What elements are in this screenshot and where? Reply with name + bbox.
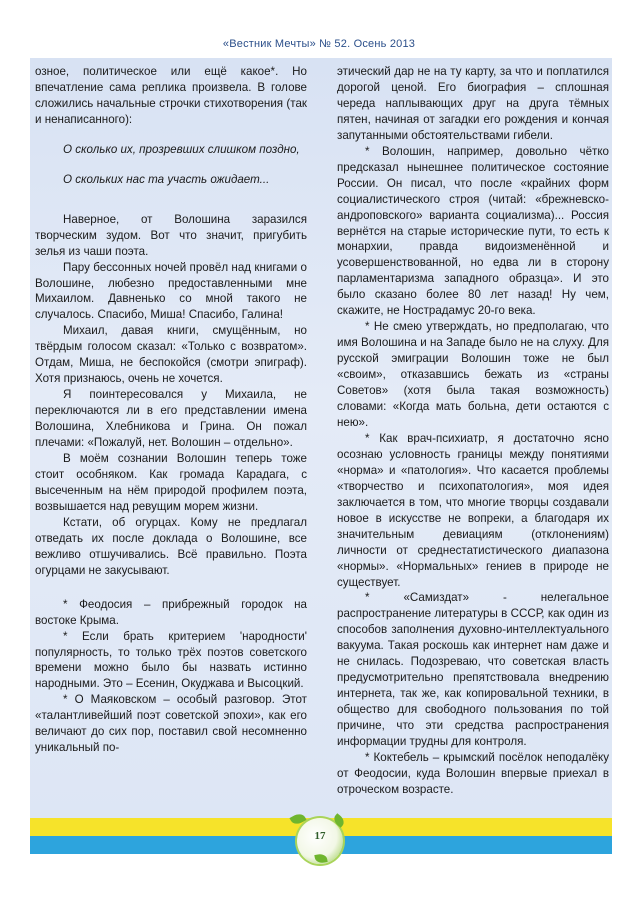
footnote: * Как врач-психиатр, я достаточно ясно осознаю условность границы между понятиями «норма» и «патология». Что касается проблемы «творчество и психопатология», моя идея заключается в том, что многие творцы создавали новое в искусстве не вопреки, а благодаря их значительным девиациям (отклонениям) личности от среднестатистического диапазона «нормы». «Нормальных» гениев в природе не существует. (337, 431, 609, 589)
spacer (35, 128, 307, 142)
footnote: * «Самиздат» - нелегальное распространение литературы в СССР, как один из способов заполнения духовно-интеллектуального вакуума. Такая роскошь как интернет нам даже и не снилась. Подозреваю, что советская власть предусмотрительно препятствовала внедрению интернета, так же, как копировальной техники, в общество для свободного пользования по той причине, что эти средства распространения информации трудны для контроля. (337, 591, 609, 749)
spacer (35, 188, 307, 212)
left-column (35, 64, 307, 756)
paragraph: Михаил, давая книги, смущённым, но твёрдым голосом сказал: «Только с возвратом». Отдам, Миша, не беспокойся (смотри эпиграф). Хотя признаюсь, очень не хочется. (35, 324, 307, 386)
paragraph: озное, политическое или ещё какое*. Но впечатление сама реплика произвела. В голове сложились начальные строчки стихотворения (так и ненаписанного): (35, 65, 307, 126)
footnote: * Если брать критерием 'народности' популярность, то только трёх поэтов советского времени можно было бы назвать истинно народными. Это – Есенин, Окуджава и Высоцкий. (35, 629, 307, 691)
paragraph: Наверное, от Волошина заразился творческим зудом. Вот что значит, пригубить зелья из чаши поэта. (35, 212, 307, 258)
page-number: 17 (314, 830, 326, 842)
footnote: * Волошин, например, довольно чётко предсказал нынешнее политическое состояние России. Он писал, что после «крайних форм социалистического строя (читай: «брежневско-андроповского» варианта социализма)... Россия вернётся на старые исторические пути, то есть к монархии, правда видоизменённой и усовершенствованной, но едва ли в сторону парламентаризма западного образца». И это было сказано более 80 лет назад! Ну чем, скажите, не Нострадамус 20-го века. (337, 144, 609, 318)
spacer (35, 158, 307, 172)
right-column (337, 64, 609, 798)
footnote: * Не смею утверждать, но предполагаю, что имя Волошина и на Западе было не на слуху. Для русской эмиграции Волошин тоже не был «своим», отказавшись бежать из «страны Советов» (хотя была такая возможность) словами: «Когда мать больна, дети остаются с нею». (337, 320, 609, 429)
paragraph: Я поинтересовался у Михаила, не переключаются ли в его представлении имена Волошина, Хлебникова и Грина. Он пожал плечами: «Пожалуй, нет. Волошин – отдельно». (35, 388, 307, 450)
paragraph: Пару бессонных ночей провёл над книгами о Волошине, любезно предоставленными мне Михаилом. Давненько со мной такого не случалось. Спасибо, Миша! Спасибо, Галина! (35, 260, 307, 322)
leaf-icon (314, 853, 327, 864)
footnote: * О Маяковском – особый разговор. Этот «талантливейший поэт советской эпохи», как его величают до сих пор, поставил свой несомненно уникальный по- (35, 693, 307, 755)
footnote: * Феодосия – прибрежный городок на востоке Крыма. (35, 597, 307, 627)
spacer (35, 579, 307, 597)
poem-line: О сколько их, прозревших слишком поздно, (63, 142, 300, 156)
footnote: * Коктебель – крымский посёлок неподалёку от Феодосии, куда Волошин впервые приехал в отроческом возрасте. (337, 750, 609, 796)
paragraph: В моём сознании Волошин теперь тоже стоит особняком. Как громада Карадага, с высеченным на нём природой профилем поэта, возвышается над ревущим морем жизни. (35, 452, 307, 513)
paragraph: этический дар не на ту карту, за что и поплатился дорогой ценой. Его биография – сплошная череда наплывающих друг на друга тёмных пятен, начиная от загадки его рождения и кончая запутанными обстоятельствами гибели. (337, 65, 609, 142)
paragraph: Кстати, об огурцах. Кому не предлагал отведать их после доклада о Волошине, все вежливо отшучивались. Всё правильно. Поэта огурцами не закусывают. (35, 515, 307, 577)
poem-line: О скольких нас та участь ожидает... (63, 172, 270, 186)
page-number-badge (297, 818, 343, 864)
issue-header: «Вестник Мечты» № 52. Осень 2013 (222, 38, 416, 50)
